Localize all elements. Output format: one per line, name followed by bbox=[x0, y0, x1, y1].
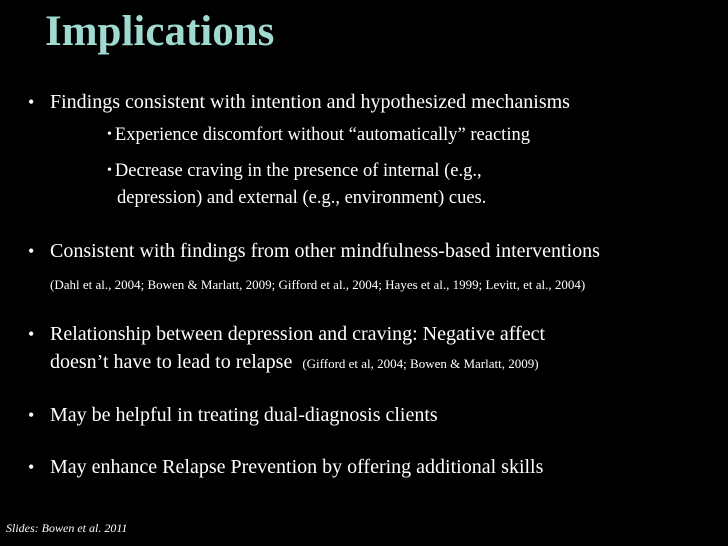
bullet-consistent-mindfulness bbox=[28, 238, 600, 264]
bullet-depression-craving bbox=[28, 321, 546, 347]
bullet-dot: • bbox=[28, 405, 35, 425]
bullet-dot: • bbox=[28, 241, 35, 261]
bullet-dot: • bbox=[28, 457, 35, 477]
bullet-text: Findings consistent with intention and hypothesized mechanisms bbox=[50, 91, 570, 113]
sub-bullet-text: Decrease craving in the presence of internal (e.g., bbox=[114, 161, 482, 181]
inline-citation: (Gifford et al, 2004; Bowen & Marlatt, 2009) bbox=[302, 356, 539, 371]
sub-bullet-text: depression) and external (e.g., environment) cues. bbox=[117, 188, 487, 208]
slide-title: Implications bbox=[45, 8, 275, 55]
bullet-findings-consistent bbox=[28, 89, 570, 115]
bullet-text: doesn’t have to lead to relapse bbox=[50, 351, 293, 373]
bullet-text: Relationship between depression and craving: Negative affect bbox=[50, 323, 546, 345]
bullet-text: Consistent with findings from other mindfulness-based interventions bbox=[50, 240, 600, 262]
bullet-depression-craving-cont bbox=[50, 349, 539, 377]
citation-mindfulness-studies: (Dahl et al., 2004; Bowen & Marlatt, 2009; Gifford et al., 2004; Hayes et al., 1999; Levitt, et al., 2004) bbox=[50, 277, 586, 292]
sub-bullet-experience-discomfort bbox=[107, 122, 530, 150]
slide-footer-credit: Slides: Bowen et al. 2011 bbox=[6, 521, 128, 535]
sub-bullet-decrease-craving-cont bbox=[117, 185, 486, 211]
sub-bullet-text: Experience discomfort without “automatically” reacting bbox=[114, 125, 530, 145]
sub-bullet-decrease-craving bbox=[107, 158, 482, 186]
bullet-dot: • bbox=[28, 92, 35, 112]
bullet-dual-diagnosis bbox=[28, 402, 438, 428]
sub-bullet-dot: • bbox=[107, 127, 112, 142]
bullet-relapse-prevention bbox=[28, 454, 544, 480]
bullet-text: May be helpful in treating dual-diagnosis clients bbox=[50, 404, 438, 426]
bullet-dot: • bbox=[28, 324, 35, 344]
bullet-text: May enhance Relapse Prevention by offering additional skills bbox=[50, 456, 544, 478]
sub-bullet-dot: • bbox=[107, 163, 112, 178]
